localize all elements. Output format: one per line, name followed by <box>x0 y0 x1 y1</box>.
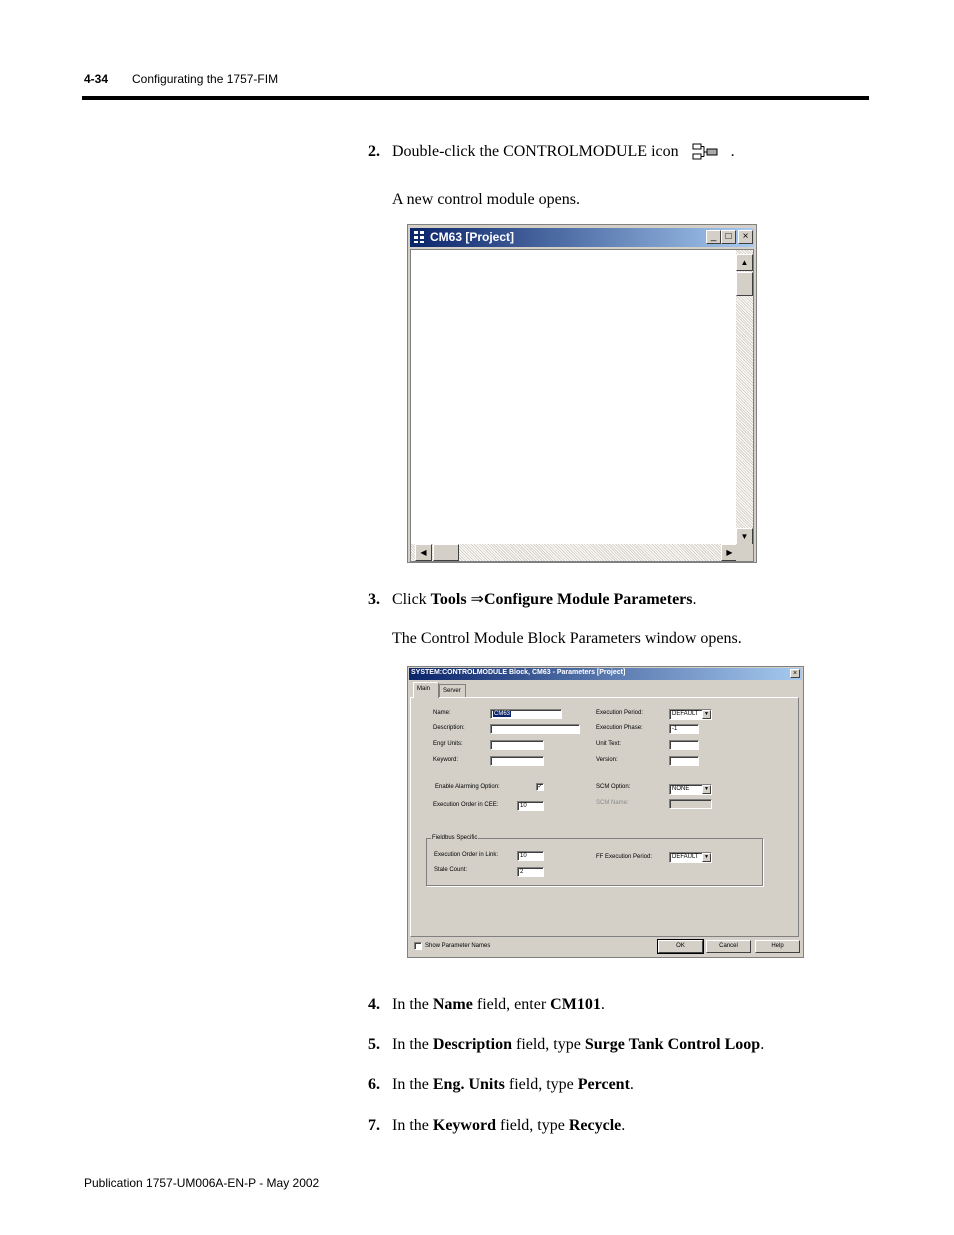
main-tab-panel <box>410 697 799 937</box>
name-field-value: CM63 <box>494 711 511 717</box>
fieldbus-group-label: Fieldbus Specific <box>432 835 478 841</box>
exec-phase-field[interactable]: -1 <box>669 724 699 734</box>
exec-period-dropdown[interactable] <box>669 709 712 720</box>
step-7 <box>368 1117 625 1135</box>
step-text: . <box>600 996 605 1013</box>
dialog-title: SYSTEM:CONTROLMODULE Block, CM63 - Parameters [Project] <box>411 669 626 676</box>
fieldbus-specific-group <box>426 835 763 886</box>
show-param-names-checkbox[interactable] <box>414 942 422 950</box>
step-text: . <box>621 1117 626 1134</box>
unit-text-label: Unit Text: <box>596 741 621 747</box>
step-text-period: . <box>730 143 735 160</box>
step-number: 6. <box>368 1076 380 1093</box>
chapter-title: Configurating the 1757-FIM <box>132 72 279 86</box>
scm-name-field <box>669 799 712 809</box>
enable-alarming-checkbox[interactable]: ✓ <box>537 784 543 790</box>
enable-alarming-label: Enable Alarming Option: <box>435 784 500 790</box>
scm-option-dropdown[interactable] <box>669 784 712 795</box>
horizontal-scroll-thumb[interactable] <box>433 544 459 561</box>
step-text: . <box>629 1076 634 1093</box>
step-bold-term: Eng. Units <box>432 1076 505 1093</box>
step-bold-term: Configure Module Parameters <box>483 591 693 608</box>
vertical-scroll-thumb[interactable] <box>736 272 753 296</box>
scroll-down-button[interactable]: ▼ <box>736 528 753 545</box>
tab-server[interactable]: Server <box>439 684 466 697</box>
step-text: field, type <box>495 1117 569 1134</box>
window-titlebar[interactable] <box>410 228 754 247</box>
step-bold-term: Description <box>432 1036 512 1053</box>
exec-order-cee-label: Execution Order in CEE: <box>433 802 499 808</box>
cancel-button[interactable]: Cancel <box>706 940 751 953</box>
description-field[interactable] <box>490 724 580 734</box>
step-bold-term: Tools <box>430 591 467 608</box>
window-app-icon <box>413 230 426 244</box>
control-module-window <box>407 224 757 563</box>
scm-name-label: SCM Name: <box>596 800 629 806</box>
scroll-left-button[interactable]: ◀ <box>415 544 432 561</box>
step-number: 7. <box>368 1117 380 1134</box>
ok-button[interactable]: OK <box>658 940 703 953</box>
step-text: In the <box>392 1117 433 1134</box>
chevron-down-icon[interactable]: ▼ <box>702 710 711 719</box>
step-text: In the <box>392 1036 433 1053</box>
ff-exec-period-value: DEFAULT <box>672 854 699 860</box>
step-text: In the <box>392 1076 433 1093</box>
parameters-dialog <box>407 666 804 958</box>
step-text: field, type <box>504 1076 578 1093</box>
scroll-up-button[interactable]: ▲ <box>736 254 753 271</box>
step-text: In the <box>392 996 433 1013</box>
step-2-note: A new control module opens. <box>392 191 580 208</box>
keyword-field[interactable] <box>490 756 544 766</box>
step-2 <box>368 143 735 161</box>
chevron-down-icon[interactable]: ▼ <box>702 785 711 794</box>
step-bold-term: Name <box>432 996 473 1013</box>
step-4 <box>368 996 605 1014</box>
scroll-right-button[interactable]: ▶ <box>721 544 738 561</box>
window-client-area[interactable] <box>410 249 754 562</box>
horizontal-scrollbar[interactable] <box>411 544 738 561</box>
minimize-button[interactable]: _ <box>706 230 721 244</box>
scrollbar-corner <box>736 544 753 561</box>
step-number: 4. <box>368 996 380 1013</box>
help-button[interactable]: Help <box>755 940 800 953</box>
engr-units-field[interactable] <box>490 740 544 750</box>
step-number: 2. <box>368 143 380 160</box>
publication-footer: Publication 1757-UM006A-EN-P - May 2002 <box>84 1176 320 1190</box>
exec-order-link-label: Execution Order in Link: <box>434 852 499 858</box>
description-label: Description: <box>433 725 465 731</box>
step-text: Double-click the CONTROLMODULE icon <box>392 143 679 160</box>
step-text: Click <box>392 591 431 608</box>
engr-units-label: Engr Units: <box>433 741 463 747</box>
name-label: Name: <box>433 710 451 716</box>
step-number: 3. <box>368 591 380 608</box>
close-button[interactable]: × <box>738 230 753 244</box>
unit-text-field[interactable] <box>669 740 699 750</box>
exec-phase-label: Execution Phase: <box>596 725 643 731</box>
step-text: field, type <box>511 1036 585 1053</box>
ff-exec-period-dropdown[interactable] <box>669 852 712 863</box>
stale-count-label: Stale Count: <box>434 867 468 873</box>
step-bold-term: Percent <box>577 1076 630 1093</box>
step-bold-term: CM101 <box>550 996 601 1013</box>
exec-order-cee-field[interactable]: 10 <box>517 801 544 811</box>
exec-period-label: Execution Period: <box>596 710 644 716</box>
step-3-note: The Control Module Block Parameters window opens. <box>392 630 742 647</box>
dialog-close-button[interactable]: × <box>790 669 800 678</box>
version-field[interactable] <box>669 756 699 766</box>
step-6 <box>368 1076 634 1094</box>
exec-order-link-field[interactable]: 10 <box>517 851 544 861</box>
step-number: 5. <box>368 1036 380 1053</box>
vertical-scrollbar[interactable] <box>736 250 753 545</box>
menu-arrow: ⇒ <box>466 591 484 608</box>
step-5 <box>368 1036 764 1054</box>
step-3 <box>368 589 697 609</box>
step-bold-term: Surge Tank Control Loop <box>584 1036 761 1053</box>
controlmodule-icon <box>691 143 719 161</box>
step-text: . <box>692 591 697 608</box>
step-bold-term: Recycle <box>568 1117 622 1134</box>
scm-option-label: SCM Option: <box>596 784 631 790</box>
keyword-label: Keyword: <box>433 757 459 763</box>
version-label: Version: <box>596 757 618 763</box>
dialog-titlebar[interactable] <box>409 668 802 680</box>
step-text: . <box>760 1036 765 1053</box>
exec-period-value: DEFAULT <box>672 711 699 717</box>
chevron-down-icon[interactable]: ▼ <box>702 853 711 862</box>
scm-option-value: NONE <box>672 786 690 792</box>
header-rule <box>82 96 869 100</box>
page-number: 4-34 <box>84 72 109 86</box>
ff-exec-period-label: FF Execution Period: <box>596 854 653 860</box>
step-bold-term: Keyword <box>432 1117 496 1134</box>
show-param-names-label: Show Parameter Names <box>425 943 491 949</box>
stale-count-field[interactable]: 2 <box>517 867 544 877</box>
tab-main[interactable]: Main <box>413 682 439 698</box>
maximize-button[interactable]: □ <box>721 230 736 244</box>
step-text: field, enter <box>472 996 551 1013</box>
window-title: CM63 [Project] <box>430 230 515 244</box>
name-field[interactable] <box>490 709 562 719</box>
